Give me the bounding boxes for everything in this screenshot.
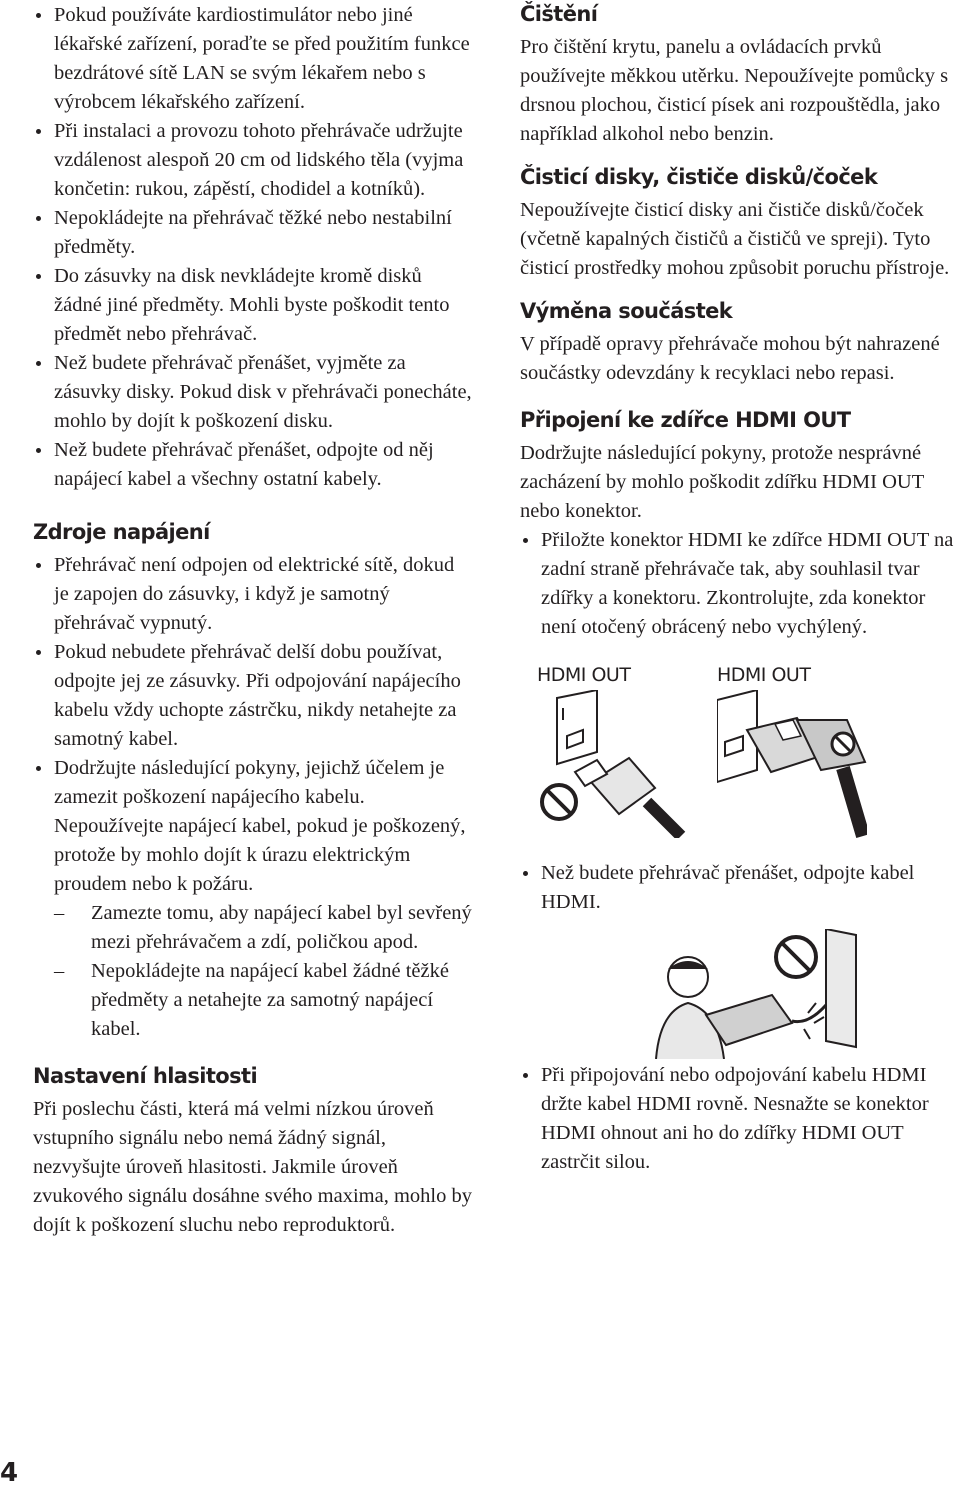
section-heading: Nastavení hlasitosti xyxy=(33,1064,258,1088)
person-carrying-player-icon xyxy=(556,929,886,1059)
list-item xyxy=(33,754,473,1044)
section-text: Při poslechu části, která má velmi nízkou úroveň vstupního signálu nebo nemá žádný signál, nezvyšujte úroveň hlasitosti. Jakmile úroveň zvukového signálu dosáhne svého maxima, mohlo by dojít k poškození sluchu nebo reproduktorů. xyxy=(33,1098,472,1236)
parts-section xyxy=(520,297,960,388)
discs-section xyxy=(520,163,960,283)
dash-item: – Nepokládejte na napájecí kabel žádné těžké předměty a netahejte za samotný napájecí kabel. xyxy=(54,957,473,1044)
section-heading: Připojení ke zdířce HDMI OUT xyxy=(520,408,851,432)
list-item: Při instalaci a provozu tohoto přehrávače udržujte vzdálenost alespoň 20 cm od lidského těla (vyjma končetin: rukou, zápěstí, chodidel a kotníků). xyxy=(33,117,473,204)
section-text: Nepoužívejte čisticí disky ani čističe disků/čoček (včetně kapalných čističů a čističů ve spreji). Tyto čisticí prostředky mohou způsobit poruchu přístroje. xyxy=(520,199,950,279)
section-heading: Výměna součástek xyxy=(520,299,733,323)
dash-list xyxy=(54,899,473,1044)
cleaning-section xyxy=(520,0,960,149)
hdmi-section xyxy=(520,406,960,1177)
list-item: Než budete přehrávač přenášet, odpojte kabel HDMI. xyxy=(520,859,960,917)
hdmi-tilted-figure xyxy=(717,664,867,847)
hdmi-illustration xyxy=(537,664,867,847)
section-heading: Čištění xyxy=(520,2,598,26)
right-column xyxy=(520,0,960,1177)
hdmi-bullet-list xyxy=(520,526,960,642)
list-item: Přehrávač není odpojen od elektrické sítě, dokud je zapojen do zásuvky, i když je samotný přehrávač vypnutý. xyxy=(33,551,473,638)
power-bullet-list xyxy=(33,551,473,1044)
intro-bullet-list xyxy=(33,1,473,494)
list-item: Nepokládejte na přehrávač těžké nebo nestabilní předměty. xyxy=(33,204,473,262)
hdmi-bullet-list-2 xyxy=(520,859,960,917)
volume-section xyxy=(33,1062,473,1240)
left-column xyxy=(33,0,473,1240)
figure-label: HDMI OUT xyxy=(717,664,811,686)
hdmi-bullet-list-3 xyxy=(520,1061,960,1177)
list-item: Než budete přehrávač přenášet, vyjměte za zásuvky disky. Pokud disk v přehrávači ponecháte, mohlo by dojít k poškození disku. xyxy=(33,349,473,436)
list-item: Přiložte konektor HDMI ke zdířce HDMI OUT na zadní straně přehrávače tak, aby souhlasil tvar zdířky a konektoru. Zkontrolujte, zda konektor není otočený obrácený nebo vychýlený. xyxy=(520,526,960,642)
section-heading: Čisticí disky, čističe disků/čoček xyxy=(520,165,878,189)
list-item: Pokud používáte kardiostimulátor nebo jiné lékařské zařízení, poraďte se před použitím funkce bezdrátové sítě LAN se svým lékařem nebo s výrobcem lékařského zařízení. xyxy=(33,1,473,117)
section-heading: Zdroje napájení xyxy=(33,520,210,544)
figure-label: HDMI OUT xyxy=(537,664,631,686)
carry-player-illustration xyxy=(556,929,886,1059)
hdmi-connector-tilted-icon xyxy=(537,690,687,838)
list-item: Do zásuvky na disk nevkládejte kromě disků žádné jiné předměty. Mohli byste poškodit tento předmět nebo přehrávač. xyxy=(33,262,473,349)
list-item: Než budete přehrávač přenášet, odpojte od něj napájecí kabel a všechny ostatní kabely. xyxy=(33,436,473,494)
list-item: Při připojování nebo odpojování kabelu HDMI držte kabel HDMI rovně. Nesnažte se konektor HDMI ohnout ani ho do zdířky HDMI OUT zastrčit silou. xyxy=(520,1061,960,1177)
hdmi-plug-icon xyxy=(717,690,867,838)
power-section xyxy=(33,518,473,1044)
page-number: 4 xyxy=(0,1458,19,1488)
section-text: Pro čištění krytu, panelu a ovládacích prvků používejte měkkou utěrku. Nepoužívejte pomůcky s drsnou plochou, čisticí písek ani rozpouštědla, jako například alkohol nebo benzin. xyxy=(520,36,949,145)
section-text: Dodržujte následující pokyny, protože nesprávné zacházení by mohlo poškodit zdířku HDMI OUT nebo konektor. xyxy=(520,442,924,522)
section-text: V případě opravy přehrávače mohou být nahrazené součástky odevzdány k recyklaci nebo repasi. xyxy=(520,333,940,384)
list-item: Pokud nebudete přehrávač delší dobu používat, odpojte jej ze zásuvky. Při odpojování napájecího kabelu vždy uchopte zástrčku, nikdy netahejte za samotný kabel. xyxy=(33,638,473,754)
list-item-text: Dodržujte následující pokyny, jejichž účelem je zamezit poškození napájecího kabelu. Nepoužívejte napájecí kabel, pokud je poškozený, protože by mohlo dojít k úrazu elektrickým proudem nebo k požáru. xyxy=(54,757,466,895)
dash-item: – Zamezte tomu, aby napájecí kabel byl sevřený mezi přehrávačem a zdí, poličkou apod. xyxy=(54,899,473,957)
hdmi-wrong-figure xyxy=(537,664,687,847)
